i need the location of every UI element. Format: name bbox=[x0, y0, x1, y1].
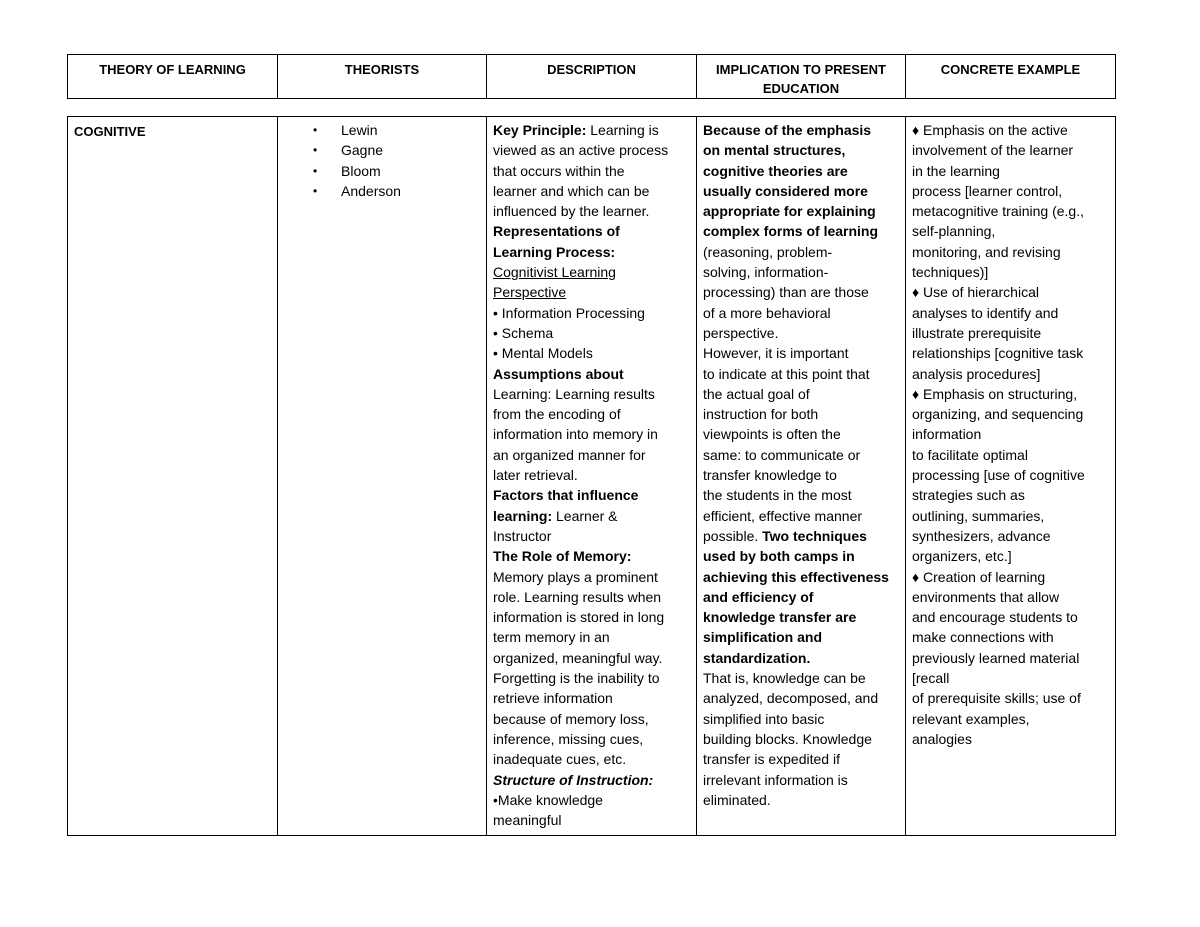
theorist-name: Anderson bbox=[341, 182, 401, 199]
key-principle-label: Key Principle: bbox=[493, 122, 587, 138]
factors-label: learning: bbox=[493, 507, 553, 524]
representations-label: Learning Process: bbox=[493, 243, 616, 260]
example-line: make connections with bbox=[912, 629, 1054, 646]
list-item: • Information Processing bbox=[493, 304, 645, 321]
implication-line: processing) than are those bbox=[703, 284, 869, 301]
structure-label: Structure of Instruction: bbox=[493, 771, 654, 788]
implication-line: efficient, effective manner bbox=[703, 507, 863, 524]
implication-line: irrelevant information is bbox=[703, 771, 848, 788]
implication-line: simplified into basic bbox=[703, 710, 825, 727]
example-line: techniques)] bbox=[912, 264, 989, 281]
example-line: outlining, summaries, bbox=[912, 507, 1045, 524]
header-row bbox=[68, 55, 1116, 99]
description-line: an organized manner for bbox=[493, 446, 646, 463]
description-line: Instructor bbox=[493, 527, 552, 544]
list-item: • Schema bbox=[493, 324, 554, 341]
description-line: inadequate cues, etc. bbox=[493, 751, 627, 768]
example-line: illustrate prerequisite bbox=[912, 324, 1042, 341]
example-line: of prerequisite skills; use of bbox=[912, 690, 1081, 707]
description-line: term memory in an bbox=[493, 629, 610, 646]
implication-line: the actual goal of bbox=[703, 385, 810, 402]
factors-text: Learner & bbox=[552, 507, 618, 524]
factors-label: Factors that influence bbox=[493, 487, 639, 504]
description-line: Forgetting is the inability to bbox=[493, 670, 660, 687]
implication-cell bbox=[697, 117, 906, 836]
implication-line: to indicate at this point that bbox=[703, 365, 870, 382]
header-description: DESCRIPTION bbox=[487, 55, 697, 99]
description-line: Memory plays a prominent bbox=[493, 568, 658, 585]
example-line: in the learning bbox=[912, 162, 1000, 179]
implication-line: eliminated. bbox=[703, 791, 771, 808]
implication-line: and efficiency of bbox=[703, 588, 814, 605]
implication-line: usually considered more bbox=[703, 182, 868, 199]
example-line: relevant examples, bbox=[912, 710, 1030, 727]
description-line: influenced by the learner. bbox=[493, 203, 650, 220]
implication-line: knowledge transfer are bbox=[703, 609, 857, 626]
description-line: inference, missing cues, bbox=[493, 730, 644, 747]
implication-line: analyzed, decomposed, and bbox=[703, 690, 879, 707]
example-line: analyses to identify and bbox=[912, 304, 1059, 321]
implication-line: complex forms of learning bbox=[703, 223, 879, 240]
example-line: self-planning, bbox=[912, 223, 996, 240]
implication-bold-text: Two techniques bbox=[762, 527, 867, 544]
example-line: process [learner control, bbox=[912, 182, 1063, 199]
implication-line: perspective. bbox=[703, 324, 779, 341]
implication-line: viewpoints is often the bbox=[703, 426, 841, 443]
example-line: to facilitate optimal bbox=[912, 446, 1028, 463]
implication-line: appropriate for explaining bbox=[703, 203, 876, 220]
theory-cell: COGNITIVE bbox=[68, 117, 278, 836]
implication-line: transfer is expedited if bbox=[703, 751, 840, 768]
description-line: organized, meaningful way. bbox=[493, 649, 663, 666]
content-table bbox=[67, 116, 1116, 836]
example-line: analogies bbox=[912, 730, 972, 747]
implication-line: standardization. bbox=[703, 649, 811, 666]
example-line: relationships [cognitive task bbox=[912, 345, 1084, 362]
example-line: analysis procedures] bbox=[912, 365, 1041, 382]
example-line: [recall bbox=[912, 670, 950, 687]
header-implication bbox=[697, 55, 906, 99]
list-item bbox=[284, 181, 480, 201]
example-line: strategies such as bbox=[912, 487, 1025, 504]
implication-line: used by both camps in bbox=[703, 548, 855, 565]
example-line: synthesizers, advance bbox=[912, 527, 1051, 544]
bullet-icon: • bbox=[313, 183, 318, 198]
example-line: metacognitive training (e.g., bbox=[912, 203, 1084, 220]
header-implication-line1: IMPLICATION TO PRESENT bbox=[716, 62, 886, 77]
bullet-icon: • bbox=[313, 123, 318, 137]
implication-line: achieving this effectiveness bbox=[703, 568, 889, 585]
list-item bbox=[284, 161, 480, 181]
implication-line: Because of the emphasis bbox=[703, 122, 872, 138]
example-line: ♦ Use of hierarchical bbox=[912, 284, 1039, 301]
example-line: processing [use of cognitive bbox=[912, 467, 1085, 484]
description-line: information is stored in long bbox=[493, 609, 665, 626]
header-theory-of-learning: THEORY OF LEARNING bbox=[68, 55, 278, 99]
example-cell bbox=[906, 117, 1116, 836]
example-line: previously learned material bbox=[912, 649, 1080, 666]
header-concrete-example: CONCRETE EXAMPLE bbox=[906, 55, 1116, 99]
list-item: • Mental Models bbox=[493, 345, 593, 362]
implication-line bbox=[703, 526, 899, 546]
example-line: ♦ Emphasis on structuring, bbox=[912, 385, 1078, 402]
description-line bbox=[493, 120, 690, 140]
implication-line: instruction for both bbox=[703, 406, 819, 423]
implication-line: same: to communicate or bbox=[703, 446, 861, 463]
example-line: and encourage students to bbox=[912, 609, 1078, 626]
description-line: viewed as an active process bbox=[493, 142, 669, 159]
list-item: •Make knowledge bbox=[493, 791, 603, 808]
description-line: Learning: Learning results bbox=[493, 385, 655, 402]
implication-line: simplification and bbox=[703, 629, 823, 646]
bullet-icon: • bbox=[313, 143, 318, 158]
description-line bbox=[493, 506, 690, 526]
example-line: monitoring, and revising bbox=[912, 243, 1061, 260]
implication-line: on mental structures, bbox=[703, 142, 846, 159]
implication-line: solving, information- bbox=[703, 264, 829, 281]
implication-line: That is, knowledge can be bbox=[703, 670, 866, 687]
description-line: information into memory in bbox=[493, 426, 658, 443]
description-line: learner and which can be bbox=[493, 182, 650, 199]
implication-line: cognitive theories are bbox=[703, 162, 848, 179]
example-line: involvement of the learner bbox=[912, 142, 1074, 159]
list-item bbox=[284, 140, 480, 160]
implication-text: possible. bbox=[703, 527, 763, 544]
example-line: environments that allow bbox=[912, 588, 1060, 605]
perspective-heading: Cognitivist Learning bbox=[493, 264, 616, 281]
description-line: meaningful bbox=[493, 812, 562, 829]
implication-line: the students in the most bbox=[703, 487, 852, 504]
example-line: ♦ Creation of learning bbox=[912, 568, 1046, 585]
example-line: information bbox=[912, 426, 982, 443]
key-principle-text: Learning is bbox=[586, 122, 659, 138]
theorist-list bbox=[284, 120, 480, 201]
header-theorists: THEORISTS bbox=[278, 55, 487, 99]
list-item bbox=[284, 120, 480, 140]
implication-line: of a more behavioral bbox=[703, 304, 831, 321]
example-line: ♦ Emphasis on the active bbox=[912, 122, 1068, 138]
implication-line: However, it is important bbox=[703, 345, 849, 362]
table-row bbox=[68, 117, 1116, 836]
description-line: that occurs within the bbox=[493, 162, 625, 179]
implication-line: transfer knowledge to bbox=[703, 467, 837, 484]
description-line: role. Learning results when bbox=[493, 588, 662, 605]
theorist-name: Lewin bbox=[341, 122, 378, 138]
implication-line: (reasoning, problem- bbox=[703, 243, 833, 260]
bullet-icon: • bbox=[313, 163, 318, 178]
perspective-heading: Perspective bbox=[493, 284, 567, 301]
description-line: because of memory loss, bbox=[493, 710, 649, 727]
theorist-name: Bloom bbox=[341, 162, 381, 179]
implication-line: building blocks. Knowledge bbox=[703, 730, 872, 747]
header-table bbox=[67, 54, 1116, 99]
description-line: retrieve information bbox=[493, 690, 613, 707]
memory-label: The Role of Memory: bbox=[493, 548, 632, 565]
description-line: later retrieval. bbox=[493, 467, 578, 484]
description-line: from the encoding of bbox=[493, 406, 621, 423]
theorist-name: Gagne bbox=[341, 142, 384, 159]
theorists-cell bbox=[278, 117, 487, 836]
assumptions-label: Assumptions about bbox=[493, 365, 624, 382]
header-implication-line2: EDUCATION bbox=[762, 81, 840, 96]
description-cell bbox=[487, 117, 697, 836]
example-line: organizing, and sequencing bbox=[912, 406, 1084, 423]
example-line: organizers, etc.] bbox=[912, 548, 1012, 565]
representations-label: Representations of bbox=[493, 223, 620, 240]
